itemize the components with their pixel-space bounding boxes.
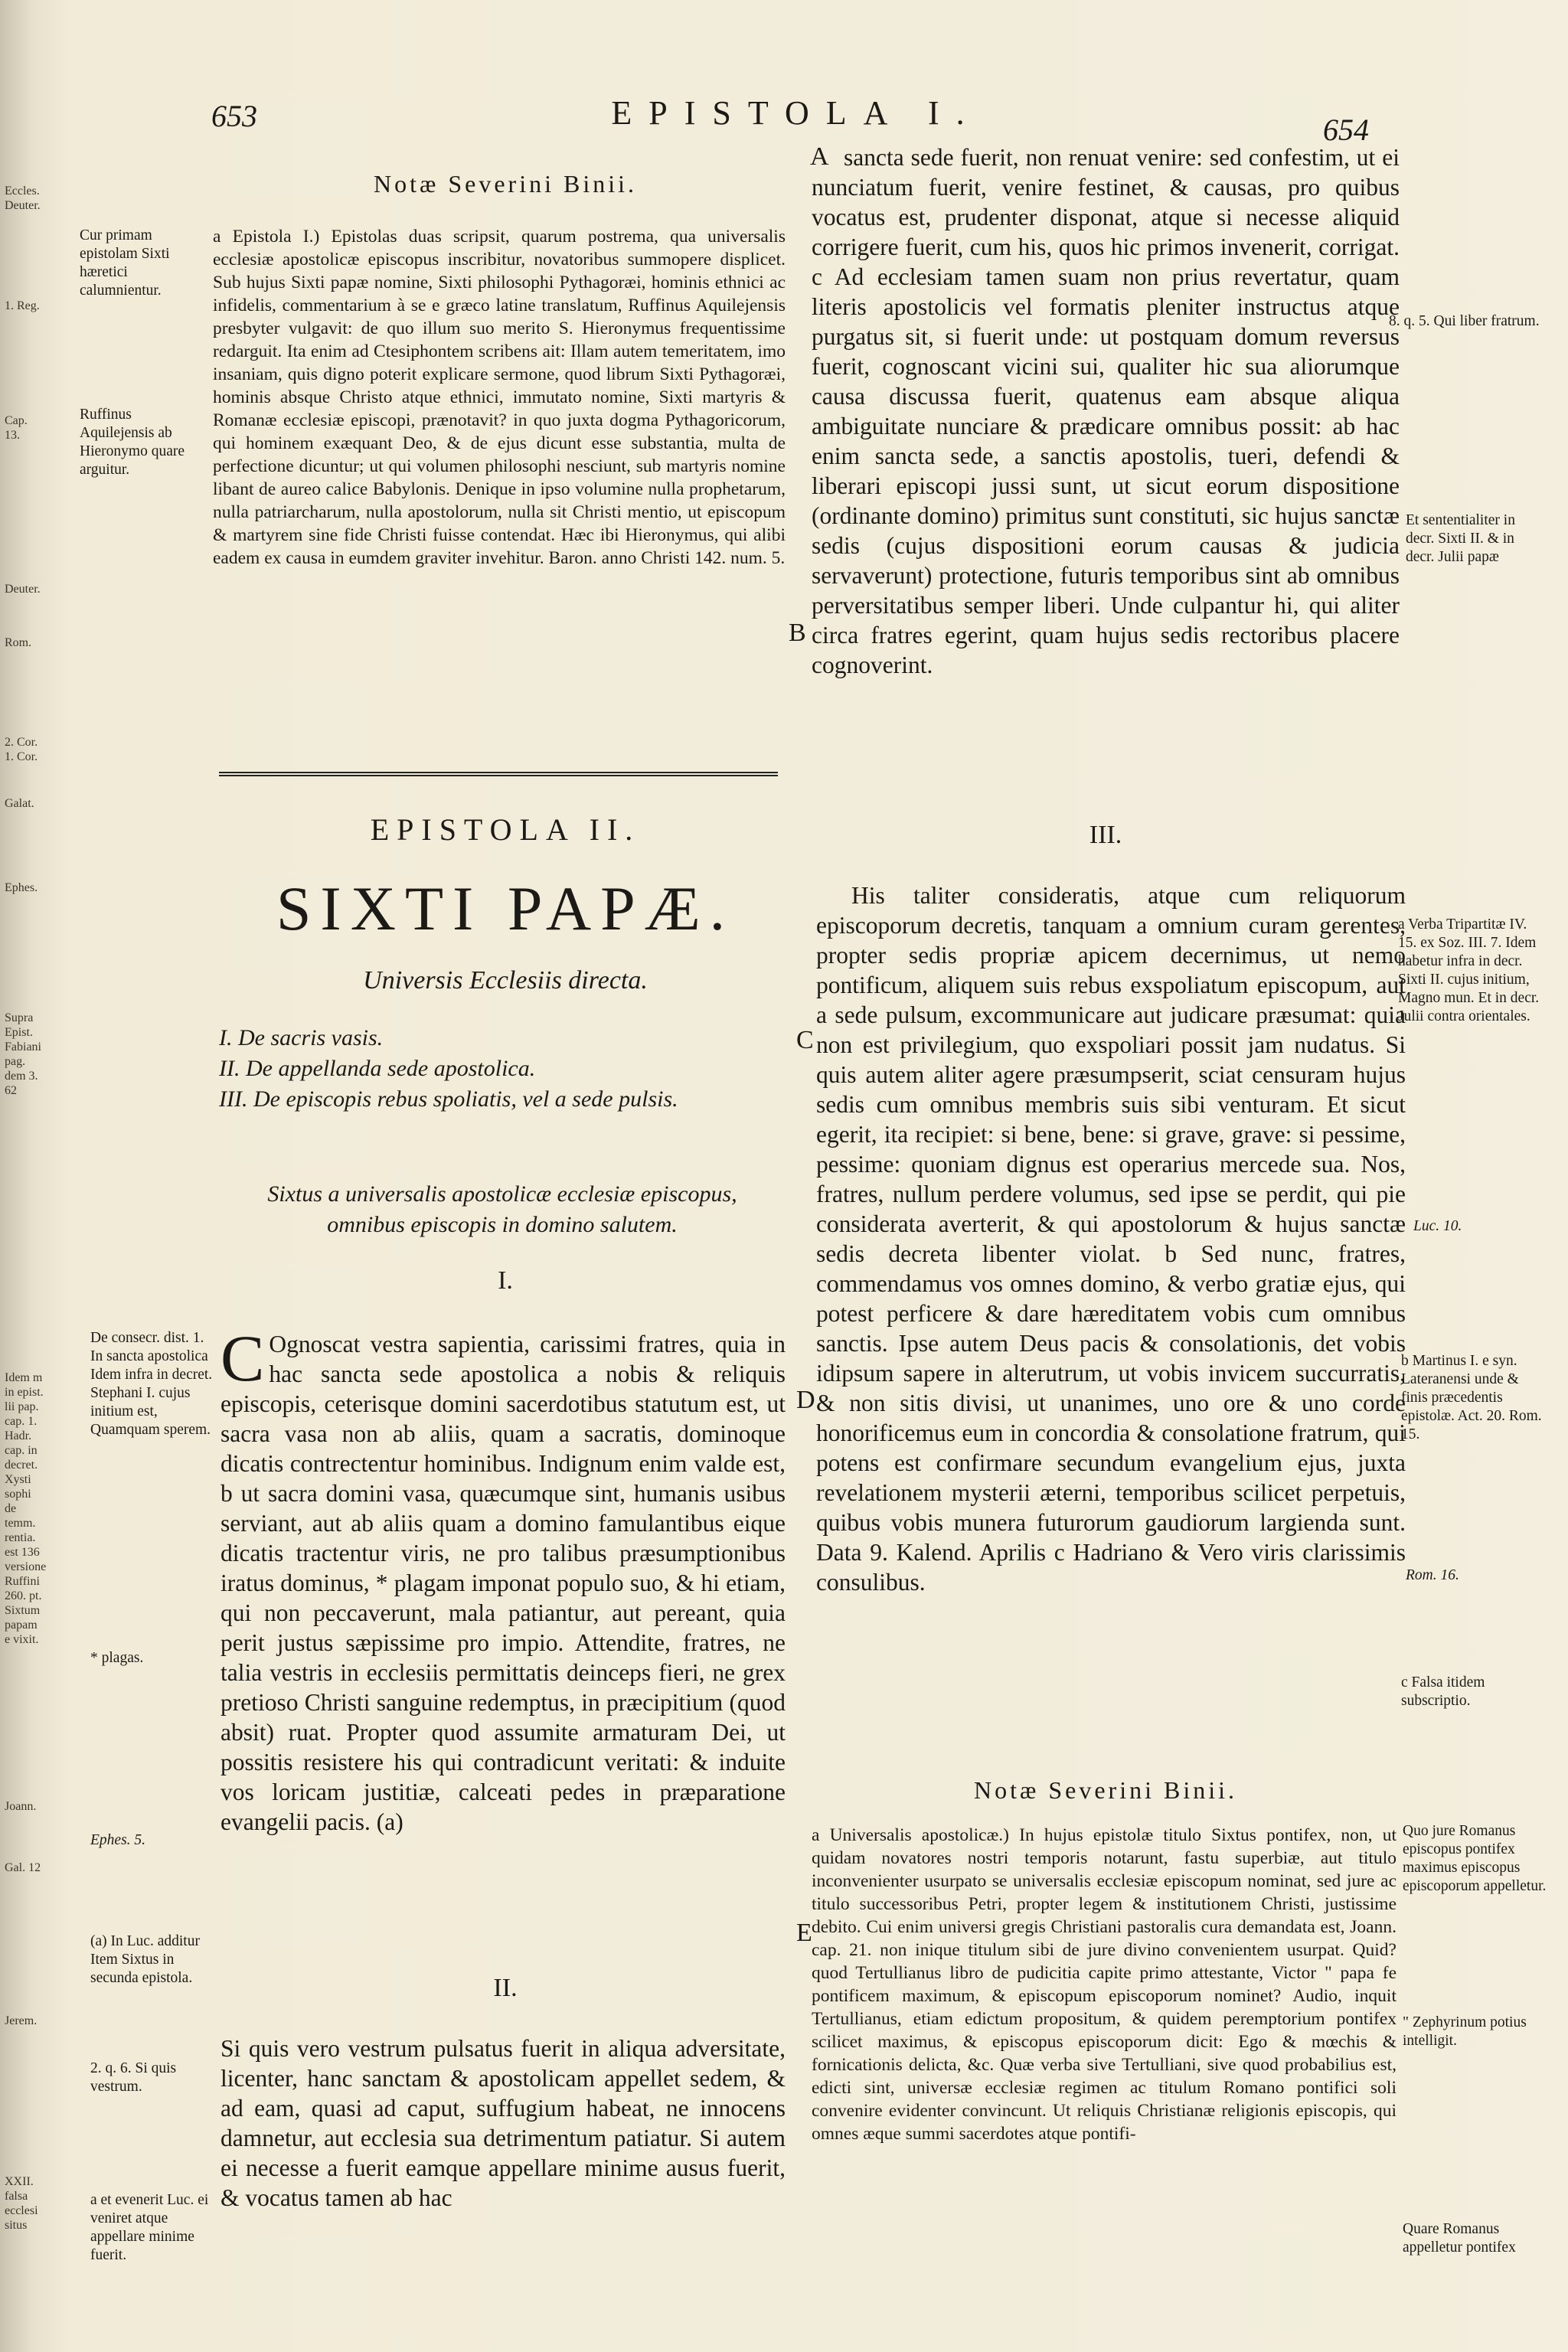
- salutation: Sixtus a universalis apostolicæ ecclesiæ episcopus, omnibus episcopis in domino salutem.: [267, 1181, 737, 1237]
- gutter-fragment: Galat.: [5, 797, 34, 810]
- margin-letter-e: E: [796, 1919, 812, 1947]
- right-top-text: sancta sede fuerit, non renuat venire: sed confestim, ut ei nunciatum fuerit, venire festinet, & causas, pro quibus vocatus est, prudenter disponat, atque si necesse aliquid corrigere fuerit, cum his, quos hic primos invenerit, corrigat. c Ad ecclesiam tamen suam non prius revertatur, quam literis apostolicis vel formatis pleniter instructus atque purgatus sit, si fuerit unde: ut postquam domum reversus fuerit, cognoscant vicini sui, qualiter hic sua aliorumque causa discussa fuerit, quatenus eam absque aliqua ambiguitate nunciare & prædicare omnibus possit: ab hac enim sancta sede, a sanctis apostolis, tueri, defendi & liberari episcopi jussi sunt, ut sicut eorum dispositione (ordinante domino) primitus sunt constituti, sic hujus sanctæ sedis (cujus dispositioni eorum causas & judicia servaverunt) protectione, futuris temporibus sint ab omnibus perversitatibus semper liberi. Unde culpantur hi, qui aliter circa fratres egerint, quam hujus sedis rectoribus placere cognoverint.: [812, 144, 1400, 678]
- left-notes-heading: Notæ Severini Binii.: [374, 170, 637, 198]
- gutter-fragment: Idem m in epist. lii pap. cap. 1. Hadr. cap. in decret. Xysti sophi de temm. rentia. est 136 versione Ruffini 260. pt. Sixtum papam e vixit.: [5, 1371, 47, 1646]
- margin-letter-c: C: [796, 1026, 814, 1054]
- left-sidenote-plagas: * plagas.: [90, 1650, 144, 1666]
- gutter-fragment: Joann.: [5, 1800, 37, 1813]
- gutter-fragment: Jerem.: [5, 2014, 38, 2027]
- paragraph-1: [220, 1321, 786, 1837]
- letter-subtitle: Universis Ecclesiis directa.: [363, 966, 648, 995]
- right-sidenote-zephyrinum: " Zephyrinum potius intelligit.: [1403, 2014, 1527, 2049]
- right-notes-heading: Notæ Severini Binii.: [974, 1776, 1237, 1804]
- left-sidenote-2q6: 2. q. 6. Si quis vestrum.: [90, 2060, 177, 2095]
- letter-title: SIXTI PAPÆ.: [276, 874, 735, 943]
- left-sidenote-luc: (a) In Luc. additur Item Sixtus in secunda epistola.: [90, 1933, 200, 1986]
- left-sidenote-variant: a et evenerit Luc. ei veniret atque appellare minime fuerit.: [90, 2192, 209, 2263]
- gutter-fragment: Rom.: [5, 636, 32, 649]
- right-folio-number: 654: [1323, 113, 1369, 147]
- section-number-i: I.: [498, 1266, 513, 1295]
- right-sidenote-quare: Quare Romanus appelletur pontifex: [1403, 2221, 1516, 2256]
- right-sidenote-falsa: c Falsa itidem subscriptio.: [1401, 1674, 1485, 1709]
- right-sidenote-quo-jure: Quo jure Romanus episcopus pontifex maximus episcopus episcoporum appelletur.: [1403, 1823, 1547, 1894]
- margin-letter-d: D: [796, 1386, 815, 1414]
- right-notes-text: a Universalis apostolicæ.) In hujus epistolæ titulo Sixtus pontifex, non, ut quidam novatores nostri temporis notarunt, fastu superbiæ, aut titulo inconvenienter usurpato se universalis ecclesiæ episcopum nominat, sed jure ac titulo successoribus Petri, propter legem & institutionem Christi, justissime debito. Cui enim universi gregis Christiani pastoralis cura demandata est, Joann. cap. 21. non inique titulum sibi de jure divino convenientem usurpat. Quid? quod Tertullianus libro de pudicitia capite primo attestante, Victor " papa fe pontificem maximum, & episcopum episcoporum nominet? Audio, inquit Tertullianus, etiam edictum propositum, & quidem peremptorium pontifex scilicet maximus, & episcopus episcoporum dicit: Ego & mœchis & fornicationis delicta, &c. Quæ verba sive Tertulliani, sive quod probabilius est, edicti sint, universæ ecclesiæ regimen ac titulum Romano pontifici soli convenire evidenter convincunt. Ut reliquis Christianæ religionis episcopis, qui omnes æque summi sacerdotes atque pontifi-: [812, 1825, 1396, 2144]
- right-sidenote-verba: a Verba Tripartitæ IV. 15. ex Soz. III. 7. Idem habetur infra in decr. Sixti II. cujus initium, Magno mun. Et in decr. Julii contra orientales.: [1398, 916, 1540, 1024]
- gutter-fragment: Supra Epist. Fabiani pag. dem 3. 62: [5, 1011, 41, 1097]
- gutter-fragments: [5, 184, 47, 2243]
- right-sidenote-rom16: Rom. 16.: [1406, 1567, 1459, 1583]
- gutter-fragment: Gal. 12: [5, 1861, 41, 1874]
- left-folio-number: 653: [211, 99, 257, 133]
- chapter-summary: [219, 1023, 786, 1115]
- right-sidenote-martinus: b Martinus I. e syn. Lateranensi unde & finis præcedentis epistolæ. Act. 20. Rom. 15.: [1401, 1353, 1542, 1442]
- left-sidenote-ephes: Ephes. 5.: [90, 1832, 146, 1848]
- right-sidenote-sententia: Et sententialiter in decr. Sixti II. & in decr. Julii papæ: [1406, 512, 1515, 565]
- margin-letter-a: A: [810, 142, 829, 171]
- section-divider-rule: [219, 772, 778, 776]
- gutter-fragment: Eccles. Deuter.: [5, 185, 41, 212]
- left-notes-text: a Epistola I.) Epistolas duas scripsit, quarum postrema, qua universalis ecclesiæ apostolicæ episcopus inscribitur, novatoribus summopere displicet. Sub hujus Sixti papæ nomine, Sixti philosophi Pythagoræi, hominis ethnici ac infidelis, commentarium à se e græco latine translatum, Ruffinus Aquilejensis presbyter vulgavit: de quo illum suo merito S. Hieronymus frequentissime redarguit. Ita enim ad Ctesiphontem scribens ait: Illam autem temeritatem, imo insaniam, quis digno poterit explicare sermone, quod librum Sixti Pythagoræi, hominis absque Christo atque ethnici, immutato nomine, Sixti martyris & Romanæ ecclesiæ episcopi, prænotavit? in quo juxta dogma Pythagoricorum, qui hominem exæquant Deo, & de ejus dicunt esse substantia, multa de perfectione dicuntur; ut qui volumen philosophi nesciunt, sub martyris nomine libant de aureo calice Babylonis. Denique in ipso volumine nulla prophetarum, nulla patriarcharum, nulla apostolorum, nulla sit Christi mentio, ut episcopum & martyrem sine fide Christi fuisse contendat. Hæc ibi Hieronymus, qui alibi eadem ex causa in eumdem graviter invehitur. Baron. anno Christi 142. num. 5.: [213, 227, 786, 568]
- right-sidenote-luc10: Luc. 10.: [1413, 1218, 1462, 1234]
- section-number-iii: III.: [1089, 821, 1122, 849]
- gutter-fragment: 1. Reg.: [5, 299, 40, 312]
- running-title: EPISTOLA I.: [611, 94, 982, 132]
- gutter-fragment: Deuter.: [5, 583, 41, 596]
- paragraph-2: Si quis vero vestrum pulsatus fuerit in aliqua adversitate, licenter, hanc sanctam & apostolicam appellet sedem, & ad eam, quasi ad caput, suffugium habeat, ne innocens damnetur, aut ecclesia sua detrimentum patiatur. Si autem ei necesse a fuerit eamque appellare minime ausus fuerit, & vocatus tamen ab hac: [220, 2035, 786, 2211]
- epistola-ii-heading: EPISTOLA II.: [370, 812, 641, 847]
- right-sidenote-8q5: 8. q. 5. Qui liber fratrum.: [1389, 313, 1540, 329]
- left-sidenote-consecr: De consecr. dist. 1. In sancta apostolica Idem infra in decret. Stephani I. cujus initium est, Quamquam sperem.: [90, 1330, 213, 1438]
- gutter-fragment: 2. Cor. 1. Cor.: [5, 736, 38, 763]
- summary-item: I. De sacris vasis.: [219, 1025, 384, 1050]
- paragraph-1-text: Ognoscat vestra sapientia, carissimi fratres, quia in hac sancta sede apostolica a nobis & reliquis episcopis, ceterisque domini sacerdotibus statutum est, ut sacra vasa non ab aliis, quam a sacratis, dominoque dicatis contrectentur hominibus. Indignum enim valde est, b ut sacra domini vasa, quæcumque sint, humanis usibus serviant, aut ab aliis quam a domino famulantibus eique dicatis tractentur viris, ne pro talibus præsumptionibus iratus dominus, * plagam imponat populo suo, & hi etiam, qui non peccaverunt, mala patiantur, aut pereant, quia perit justus sæpissime pro impio. Attendite, fratres, ne talia vestris in ecclesiis permittatis deinceps fieri, ne grex pretioso Christi sanguine redemptus, in præcipitium (quod absit) ruat. Propter quod assumite armaturam Dei, ut possitis resistere his qui contradicunt veritati: & induite vos loricam justitiæ, calceati pedes in præparatione evangelii pacis. (a): [220, 1331, 786, 1835]
- gutter-fragment: Cap. 13.: [5, 414, 28, 442]
- summary-item: III. De episcopis rebus spoliatis, vel a sede pulsis.: [219, 1086, 678, 1112]
- margin-letter-b: B: [789, 619, 806, 647]
- gutter-fragment: XXII. falsa ecclesi situs: [5, 2175, 38, 2232]
- left-sidenote-ruffinus: Ruffinus Aquilejensis ab Hieronymo quare arguitur.: [80, 407, 185, 478]
- drop-capital: C: [220, 1321, 265, 1395]
- paragraph-3: His taliter consideratis, atque cum reliquorum episcoporum decretis, tanquam a omnium curam gerentes, propter sedis propriæ apicem decernimus, ut nemo pontificum, aliquem suis rebus exspoliatum episcopum, aut a sede pulsum, excommunicare aut judicare præsumat: quia non est privilegium, quo exspoliari possit jam nudatus. Si quis autem aliter agere præsumpserit, sciat censuram hujus sedis cum omnibus membris suis sibi venturam. Et sicut egerit, ita recipiet: si bene, bene: si grave, grave: si pessime, pessime: quoniam dignus est operarius mercede sua. Nos, fratres, nullum perdere volumus, sed ipse se perdit, qui pie considerata averterit, & qui apostolorum & hujus sanctæ sedis decreta libenter violat. b Sed nunc, fratres, commendamus vos omnes domino, & verbo gratiæ ejus, qui potest perficere & dare hæreditatem vobis cum omnibus sanctis. Ipse autem Deus pacis & consolationis, det vobis idipsum sapere in alterutrum, ut vobis invicem succurratis, & non sitis divisi, ut unanimes, uno ore & uno corde honorificemus eum in concordia & consolatione fratrum, qui potens est confirmare secundum evangelium ejus, juxta revelationem mysterii æterni, temporibus scilicet perpetuis, quibus vobis munera futurorum gaudiorum largienda sunt. Data 9. Kalend. Aprilis c Hadriano & Vero viris clarissimis consulibus.: [816, 882, 1406, 1596]
- section-number-ii: II.: [493, 1974, 518, 2002]
- gutter-fragment: Ephes.: [5, 881, 38, 894]
- left-sidenote-calumny: Cur primam epistolam Sixti hæretici calumnientur.: [80, 227, 170, 299]
- summary-item: II. De appellanda sede apostolica.: [219, 1056, 536, 1081]
